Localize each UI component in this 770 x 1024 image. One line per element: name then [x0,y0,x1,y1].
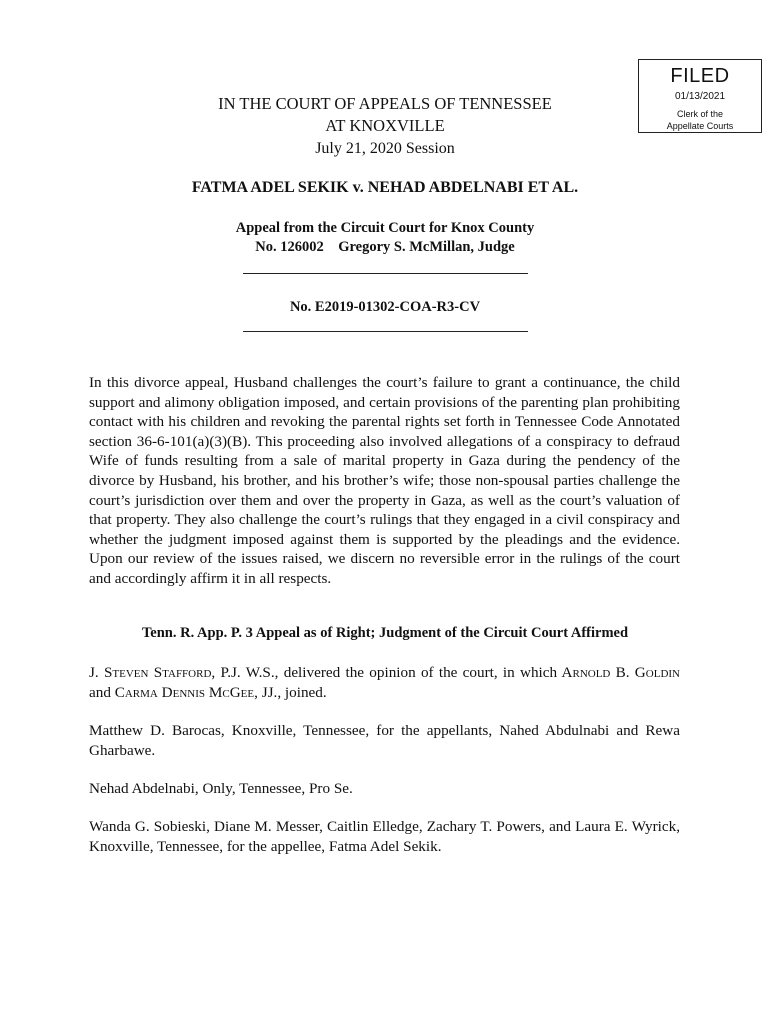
text-fragment: ennis [172,683,206,701]
text-fragment: rnold [572,664,611,681]
appeal-from [0,219,770,257]
opinion-delivered [89,663,680,702]
clerk-line-1: Clerk of the [676,109,724,119]
filed-title: FILED [670,65,730,87]
session-date: July 21, 2020 Session [315,140,455,157]
text-fragment: ee [240,683,255,701]
text-fragment: and C [89,683,125,701]
case-title: FATMA ADEL SEKIK v. NEHAD ABDELNABI ET AL. [191,179,579,196]
divider-rule [243,331,528,332]
court-name-line-1: IN THE COURT OF APPEALS OF TENNESSEE [218,94,552,113]
court-name [0,93,770,137]
clerk-line-2: Appellate Courts [666,121,734,131]
text-fragment: M [205,683,223,701]
text-fragment: B. G [610,664,646,681]
disposition: Tenn. R. App. P. 3 Appeal as of Right; Judgment of the Circuit Court Affirmed [141,625,629,641]
text-fragment: tafford [162,664,212,681]
text-fragment: G [229,683,241,701]
appeal-from-line-2: No. 126002 Gregory S. McMillan, Judge [255,239,515,255]
filed-date: 01/13/2021 [674,91,726,102]
divider-rule [243,273,528,274]
case-summary: In this divorce appeal, Husband challenges the court’s failure to grant a continuance, the child support and alimony obligation imposed, and certain provisions of the parenting plan prohibiting contact with his children and revoking the parental rights set forth in Tennessee Code Annotated section 36-6-101(a)(3)(B). This proceeding also involved allegations of a conspiracy to defraud Wife of funds resulting from a sale of marital property in Gaza during the pendency of the divorce by Husband, his brother, and his brother’s wife; those non-spousal parties challenge the court’s jurisdiction over them and over the property in Gaza, as well as the court’s valuation of that property. They also challenge the court’s rulings that they engaged in a civil conspiracy and whether the judgment imposed against them is supported by the pleadings and the evidence. Upon our review of the issues raised, we discern no reversible error in the rulings of the court and accordingly affirm it in all respects. [89,374,680,587]
court-name-line-2: AT KNOXVILLE [325,116,445,135]
text-fragment: oldin [645,664,680,681]
counsel-appellants: Matthew D. Barocas, Knoxville, Tennessee, for the appellants, Nahed Abdulnabi and Rewa Gharbawe. [89,722,680,759]
counsel-appellee: Wanda G. Sobieski, Diane M. Messer, Caitlin Elledge, Zachary T. Powers, and Laura E. Wyrick, Knoxville, Tennessee, for the appellee, Fatma Adel Sekik. [89,818,680,855]
text-fragment: , P.J. W.S., delivered the opinion of the court, in which A [211,664,573,681]
text-fragment: c [222,683,230,701]
counsel-pro-se: Nehad Abdelnabi, Only, Tennessee, Pro Se. [89,780,353,797]
text-fragment: D [157,683,173,701]
text-fragment: teven [112,664,149,681]
case-number: No. E2019-01302-COA-R3-CV [289,299,481,315]
text-fragment: arma [124,683,158,701]
text-fragment: , JJ., joined. [254,683,327,701]
text-fragment: S [148,664,163,681]
appeal-from-line-1: Appeal from the Circuit Court for Knox County [235,220,535,236]
text-fragment: J. S [89,664,113,681]
